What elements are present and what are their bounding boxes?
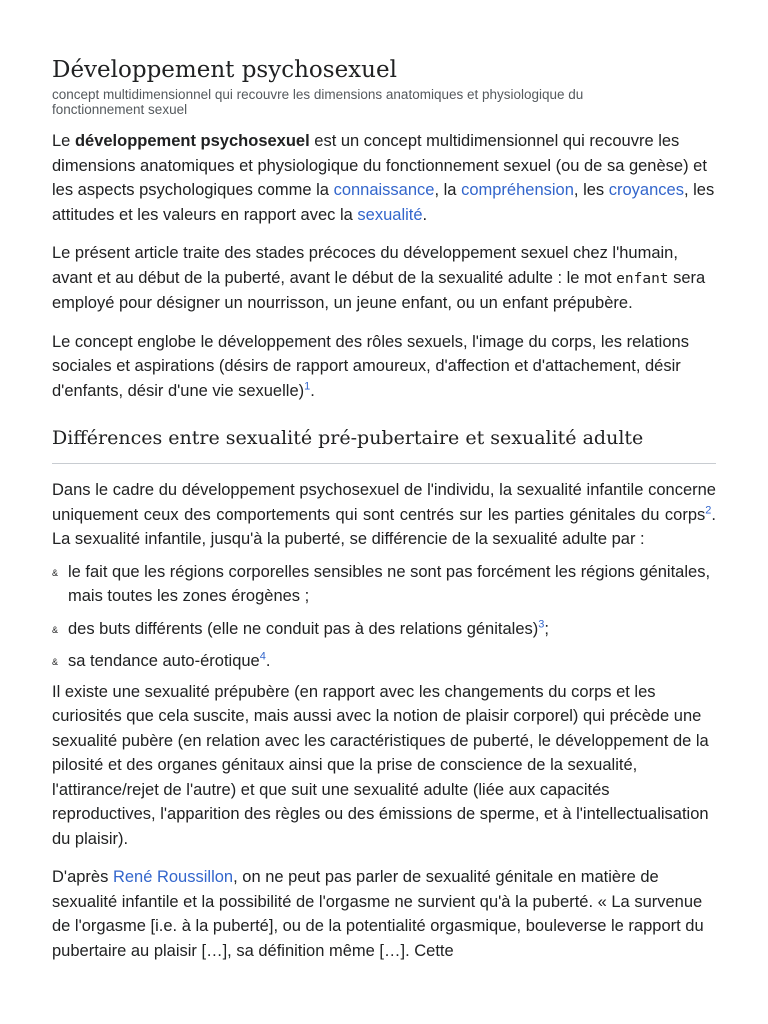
page-title: Développement psychosexuel	[52, 57, 397, 83]
footnote-ref-1[interactable]: 1	[304, 380, 311, 392]
bullet-icon: &	[52, 624, 59, 635]
paragraph-roussillon	[52, 865, 716, 963]
link-comprehension[interactable]: compréhension	[461, 181, 574, 199]
link-rene-roussillon[interactable]: René Roussillon	[112, 868, 234, 886]
text-run: Le concept englobe le développement des rôles sexuels, l'image du corps, les relations sociales et aspirations (désirs de rapport amoureux, d'affection et d'attachement, désir d'enfants, désir d'une vie sexuelle)	[52, 332, 689, 400]
text-run: , les attitudes et les valeurs en rapport avec la	[52, 181, 715, 224]
bold-term: développement psychosexuel	[74, 132, 310, 150]
list-item-text: le fait que les régions corporelles sensibles ne sont pas forcément les régions génitales, mais toutes les zones érogènes ;	[68, 562, 711, 605]
paragraph-differences	[52, 478, 716, 552]
text-run: sera employé pour désigner un nourrisson, un jeune enfant, ou un enfant prépubère.	[52, 268, 706, 312]
paragraph-intro	[52, 129, 716, 227]
difference-list	[52, 560, 716, 674]
section-heading: Différences entre sexualité pré-pubertaire et sexualité adulte	[52, 425, 716, 464]
list-item-text: des buts différents (elle ne conduit pas à des relations génitales)	[68, 619, 539, 638]
list-item-text: sa tendance auto-érotique	[68, 652, 260, 670]
text-run: D'après	[52, 868, 113, 886]
bullet-icon: &	[52, 657, 59, 667]
text-run: Le présent article traite des stades précoces du développement sexuel chez l'humain, avant et au début de la puberté, avant le début de la sexualité adulte : le mot	[52, 244, 678, 287]
text-run: . La sexualité infantile, jusqu'à la puberté, se différencie de la sexualité adulte par :	[52, 505, 716, 548]
footnote-ref-4[interactable]: 4	[259, 650, 266, 663]
text-run: .	[310, 381, 315, 400]
footnote-ref-3[interactable]: 3	[538, 618, 545, 630]
text-run: , on ne peut pas parler de sexualité génitale en matière de sexualité infantile et la possibilité de l'orgasme ne survient qu'à la puberté. « La survenue de l'orgasme [i.e. à la puberté], ou de la potentialité orgasmique, bouleverse le rapport du pubertaire au plaisir […], sa définition même […]. Cette	[52, 868, 704, 960]
list-item	[52, 649, 716, 674]
link-sexualite[interactable]: sexualité	[357, 205, 423, 224]
list-item	[52, 560, 716, 609]
text-run: Dans le cadre du développement psychosexuel de l'individu, la sexualité infantile concerne uniquement ceux des comportements qui sont centrés sur les parties génitales du corps	[52, 481, 716, 524]
paragraph-concept	[52, 330, 716, 404]
link-croyances[interactable]: croyances	[608, 181, 684, 199]
paragraph-stages: Il existe une sexualité prépubère (en rapport avec les changements du corps et les curiosités que cela suscite, mais aussi avec la notion de plaisir corporel) qui précède une sexualité pubère (en relation avec les caractéristiques de puberté, le développement de la pilosité et des organes génitaux ainsi que la prise de conscience de la sexualité, l'attirance/rejet de l'autre) et que suit une sexualité adulte (liée aux capacités reproductives, l'apparition des règles ou des émissions de sperme, et à l'intellectualisation du plaisir).	[52, 682, 709, 848]
text-run: ;	[544, 619, 549, 638]
paragraph-scope	[52, 241, 716, 316]
text-run: .	[265, 652, 271, 670]
text-run: .	[422, 205, 428, 224]
page-subtitle: concept multidimensionnel qui recouvre les dimensions anatomiques et physiologique du fonctionnement sexuel	[52, 87, 584, 117]
bullet-icon: &	[52, 567, 59, 578]
link-connaissance[interactable]: connaissance	[333, 181, 435, 199]
text-run: , la	[434, 181, 462, 199]
list-item	[52, 617, 716, 642]
code-term: enfant	[616, 270, 669, 287]
text-run: Le	[52, 132, 75, 150]
text-run: est un concept multidimensionnel qui recouvre les dimensions anatomiques et physiologique du fonctionnement sexuel (ou de sa genèse) et les aspects psychologiques comme la	[52, 132, 707, 199]
footnote-ref-2[interactable]: 2	[705, 504, 712, 516]
text-run: , les	[573, 181, 609, 199]
